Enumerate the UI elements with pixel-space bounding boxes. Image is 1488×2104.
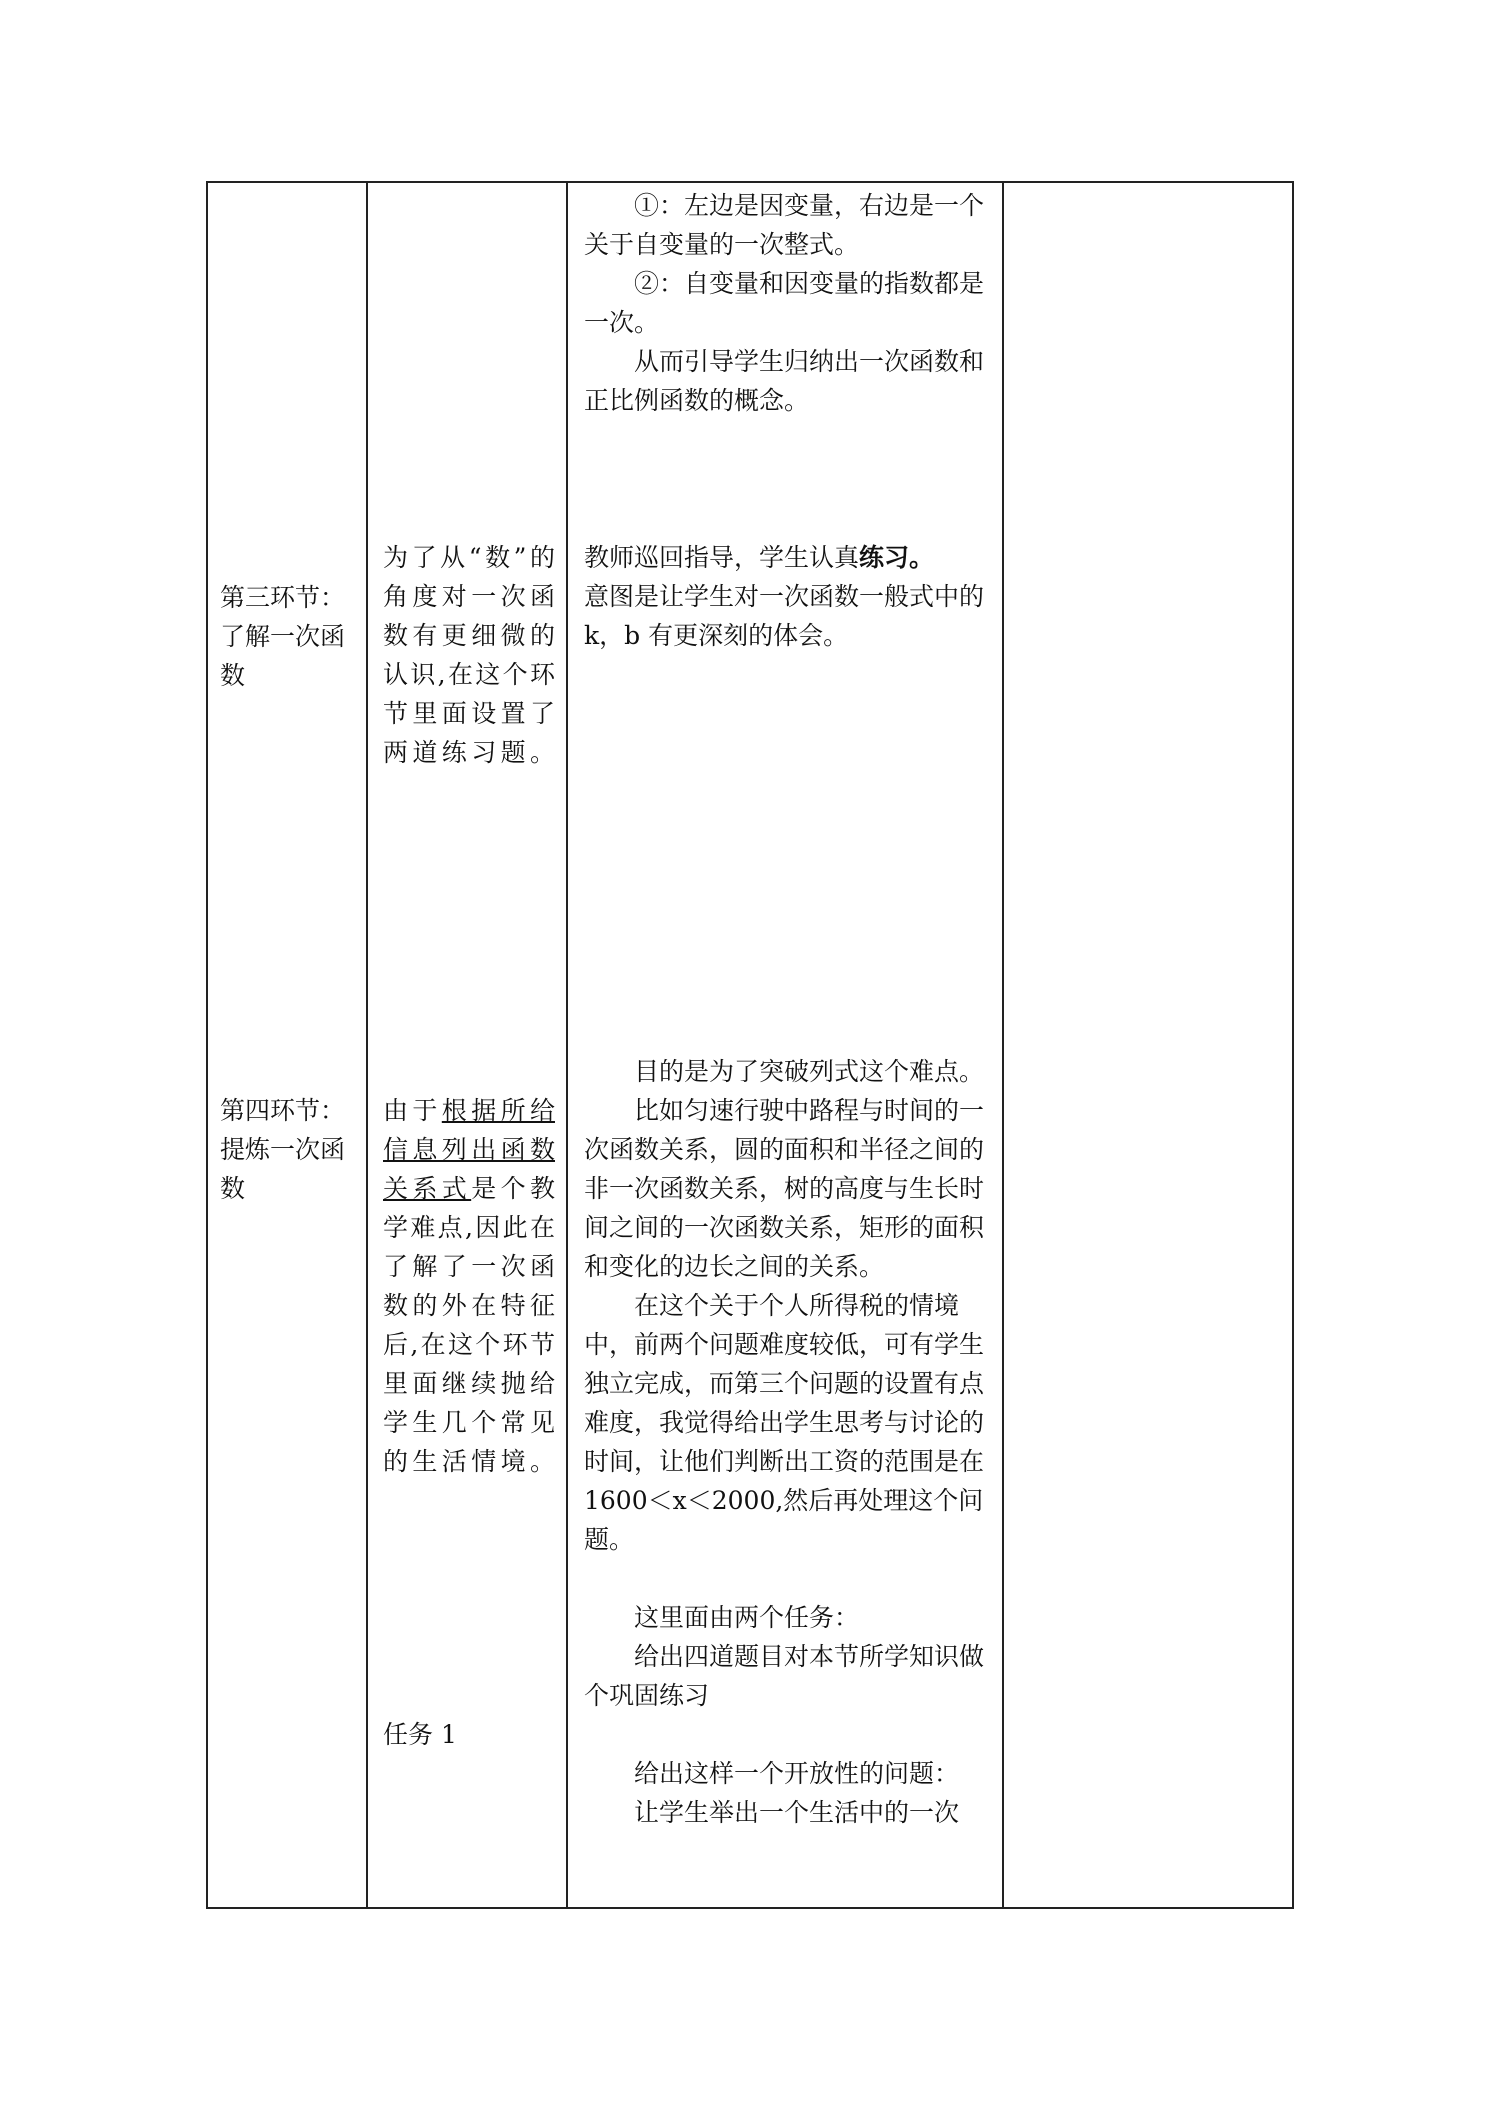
- paragraph: 目的是为了突破列式这个难点。: [634, 1057, 985, 1086]
- activity-text: 教师巡回指导，学生认真: [584, 543, 860, 572]
- paragraph: 让学生举出一个生活中的一次: [634, 1798, 960, 1827]
- paragraph: 在这个关于个人所得税的情境中，前两个问题难度较低，可有学生独立完成，而第三个问题的设置有点难度，我觉得给出学生思考与讨论的时间，让他们判断出工资的范围是在 1600＜x＜2000,然后再处理这个问题。: [584, 1291, 985, 1554]
- purpose-suffix: 是个教学难点,因此在了解了一次函数的外在特征后,在这个环节里面继续抛给学生几个常见的生活情境。: [383, 1174, 555, 1476]
- paragraph: ①：左边是因变量，右边是一个关于自变量的一次整式。: [584, 191, 985, 259]
- column-divider: [1002, 183, 1004, 1907]
- paragraph: 比如匀速行驶中路程与时间的一次函数关系，圆的面积和半径之间的非一次函数关系，树的高度与生长时间之间的一次函数关系，矩形的面积和变化的边长之间的关系。: [584, 1096, 985, 1281]
- column-divider: [366, 183, 368, 1907]
- emphasis-text: 练习。: [859, 543, 935, 572]
- paragraph: 意图是让学生对一次函数一般式中的 k，b 有更深刻的体会。: [584, 582, 985, 650]
- paragraph: 给出这样一个开放性的问题：: [634, 1759, 960, 1788]
- section-4-purpose: [383, 1091, 555, 1481]
- difficult-point: 根据所给信息列出函数关系式: [383, 1096, 555, 1203]
- paragraph: 这里面由两个任务：: [634, 1603, 860, 1632]
- section-3-purpose: 为了从“数”的角度对一次函数有更细微的认识,在这个环节里面设置了两道练习题。: [383, 543, 555, 767]
- purpose-prefix: 由于: [383, 1096, 442, 1125]
- column-divider: [566, 183, 568, 1907]
- design-text-top: [584, 186, 990, 420]
- section-4-design: [584, 1052, 990, 1832]
- paragraph: 从而引导学生归纳出一次函数和正比例函数的概念。: [584, 347, 985, 415]
- paragraph: ②：自变量和因变量的指数都是一次。: [584, 269, 985, 337]
- section-3-design: [584, 538, 990, 655]
- task-1-label: 任务 1: [383, 1720, 457, 1749]
- section-4-name: 第四环节：提炼一次函数: [220, 1096, 346, 1203]
- paragraph: [584, 538, 990, 577]
- paragraph: 给出四道题目对本节所学知识做个巩固练习: [584, 1642, 985, 1710]
- section-3-name: 第三环节：了解一次函数: [220, 583, 346, 690]
